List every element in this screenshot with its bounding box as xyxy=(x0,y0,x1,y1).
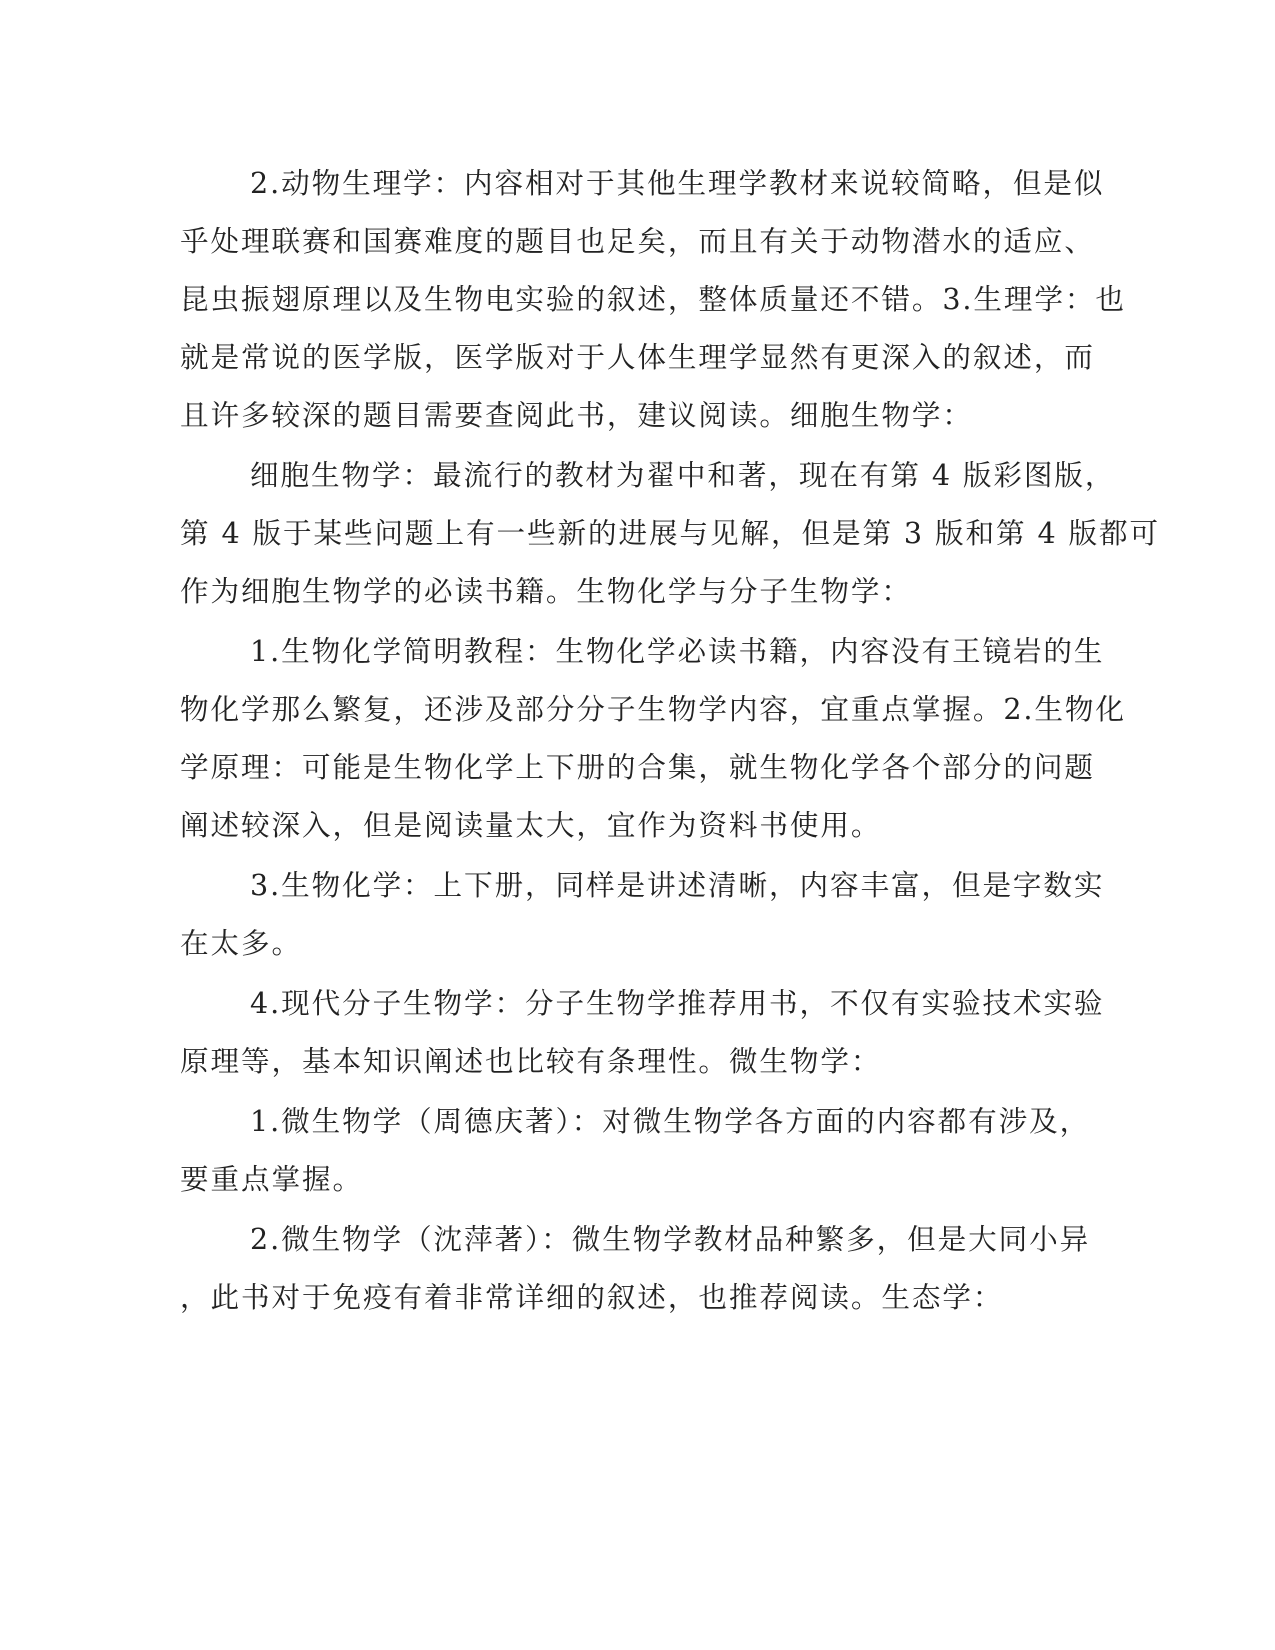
text-line: 要重点掌握。 xyxy=(180,1162,363,1196)
text-line: 细胞生物学：最流行的教材为翟中和著，现在有第 4 版彩图版， xyxy=(250,458,1116,492)
text-line: 第 4 版于某些问题上有一些新的进展与见解，但是第 3 版和第 4 版都可 xyxy=(180,516,1161,550)
text-line: 昆虫振翅原理以及生物电实验的叙述，整体质量还不错。3.生理学：也 xyxy=(180,282,1126,316)
text-line: 作为细胞生物学的必读书籍。生物化学与分子生物学： xyxy=(180,574,912,608)
text-line: 1.生物化学简明教程：生物化学必读书籍，内容没有王镜岩的生 xyxy=(250,634,1105,668)
text-line: 阐述较深入，但是阅读量太大，宜作为资料书使用。 xyxy=(180,808,882,842)
text-line: ，此书对于免疫有着非常详细的叙述，也推荐阅读。生态学： xyxy=(180,1280,1004,1314)
text-line: 在太多。 xyxy=(180,926,302,960)
text-line: 3.生物化学：上下册，同样是讲述清晰，内容丰富，但是字数实 xyxy=(250,868,1105,902)
text-line: 原理等，基本知识阐述也比较有条理性。微生物学： xyxy=(180,1044,882,1078)
text-line: 4.现代分子生物学：分子生物学推荐用书，不仅有实验技术实验 xyxy=(250,986,1105,1020)
text-line: 2.动物生理学：内容相对于其他生理学教材来说较简略，但是似 xyxy=(250,166,1105,200)
text-line: 2.微生物学（沈萍著）：微生物学教材品种繁多，但是大同小异 xyxy=(250,1222,1091,1256)
text-line: 乎处理联赛和国赛难度的题目也足矣，而且有关于动物潜水的适应、 xyxy=(180,224,1095,258)
text-line: 就是常说的医学版，医学版对于人体生理学显然有更深入的叙述，而 xyxy=(180,340,1095,374)
text-line: 学原理：可能是生物化学上下册的合集，就生物化学各个部分的问题 xyxy=(180,750,1095,784)
text-line: 且许多较深的题目需要查阅此书，建议阅读。细胞生物学： xyxy=(180,398,973,432)
text-line: 1.微生物学（周德庆著）：对微生物学各方面的内容都有涉及， xyxy=(250,1104,1091,1138)
text-line: 物化学那么繁复，还涉及部分分子生物学内容，宜重点掌握。2.生物化 xyxy=(180,692,1126,726)
